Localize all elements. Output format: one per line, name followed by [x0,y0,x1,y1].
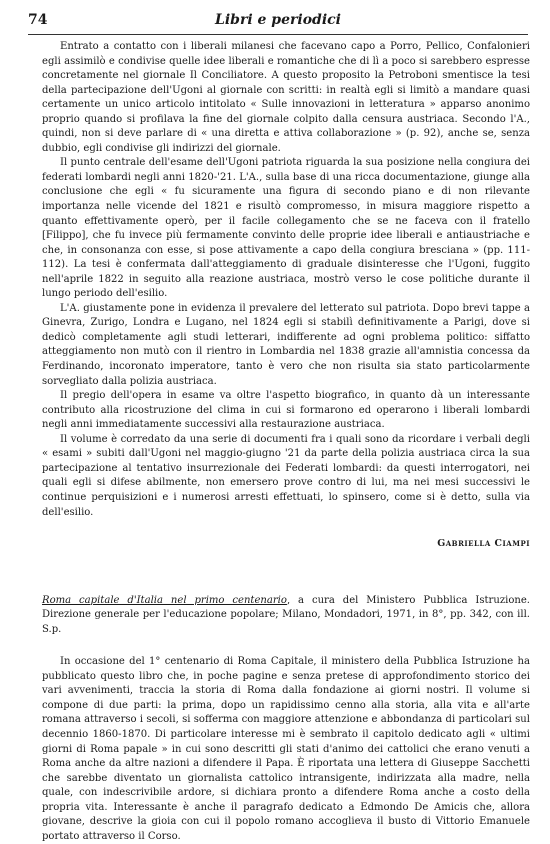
review2-book-title: Roma capitale d'Italia nel primo centenario [42,594,287,606]
review1-signature: Gabriella Ciampi [437,538,530,550]
running-head [28,12,528,35]
review2-paragraph: In occasione del 1° centenario di Roma Capitale, il ministero della Pubblica Istruzione ha pubblicato questo libro che, in poche pagine e senza pretese di approfondimento storico dei vari avvenimenti, traccia la storia di Roma dalla fondazione ai giorni nostri. Il volume si compone di due parti: la prima, dopo un rapidissimo cenno alla storia, alla vita e all'arte romana attraverso i secoli, si sofferma con maggiore attenzione e abbondanza di particolari sul decennio 1860-1870. Di particolare interesse mi è sembrato il capitolo dedicato agli « ultimi giorni di Roma papale » in cui sono descritti gli stati d'animo dei cattolici che erano venuti a Roma anche da altre nazioni a difendere il Papa. È riportata una lettera di Giuseppe Sacchetti che sarebbe diventato un giornalista cattolico intransigente, indirizzata alla madre, nella quale, con indescrivibile ardore, si dichiara pronto a difendere Roma anche a costo della propria vita. Interessante è anche il paragrafo dedicato a Edmondo De Amicis che, allora giovane, descrive la gioia con cui il popolo romano accoglieva il busto di Vittorio Emanuele portato attraverso il Corso. [42,656,530,842]
review1-paragraph: Il pregio dell'opera in esame va oltre l'aspetto biografico, in quanto dà un interessante contributo alla ricostruzione del clima in cui si formarono ed operarono i liberali lombardi negli anni immediatamente successivi alla restaurazione austriaca. [42,390,530,431]
review1-paragraph: Il volume è corredato da una serie di documenti fra i quali sono da ricordare i verbali degli « esami » subiti dall'Ugoni nel maggio-giugno '21 da parte della polizia austriaca circa la sua partecipazione al tentativo insurrezionale dei Federati lombardi: da questi interrogatori, nei quali egli si difese abilmente, non emersero prove contro di lui, ma nei mesi successivi le continue perquisizioni e i numerosi arresti effettuati, lo spinsero, come si è detto, sulla via dell'esilio. [42,433,530,518]
review1-paragraph: Entrato a contatto con i liberali milanesi che facevano capo a Porro, Pellico, Confalonieri egli assimilò e condivise quelle idee liberali e romantiche che di lì a poco si sarebbero espresse concretamente nel giornale Il Conciliatore. A questo proposito la Petroboni smentisce la tesi della partecipazione dell'Ugoni al giornale con scritti: in realtà egli si limitò a mandare quasi certamente un unico articolo intitolato « Sulle innovazioni in letteratura » apparso anonimo proprio quando si profilava la fine del giornale colpito dalla censura austriaca. Secondo l'A., quindi, non si deve parlare di « una diretta e attiva collaborazione » (p. 92), anche se, senza dubbio, egli condivise gli indirizzi del giornale. [42,41,530,154]
page-number: 74 [28,12,48,28]
page-body [42,40,530,844]
review1-paragraph: Il punto centrale dell'esame dell'Ugoni patriota riguarda la sua posizione nella congiura dei federati lombardi negli anni 1820-'21. L'A., sulla base di una ricca documentazione, giunge alla conclusione che egli « fu sicuramente una figura di secondo piano e di non rilevante importanza nelle vicende del 1821 e risultò compromesso, in misura maggiore rispetto a quanto effettivamente operò, per il facile collegamento che se ne faceva con il fratello [Filippo], che fu invece più fermamente convinto delle proprie idee liberali e antiaustriache e che, in consonanza con esse, si pose attivamente a capo della congiura bresciana » (pp. 111-112). La tesi è confermata dall'atteggiamento di graduale disinteresse che l'Ugoni, fuggito nell'aprile 1822 in seguito alla reazione austriaca, mostrò verso le cose politiche durante il lungo periodo dell'esilio. [42,157,530,300]
review2-header [42,594,530,638]
review1-paragraph: L'A. giustamente pone in evidenza il prevalere del letterato sul patriota. Dopo brevi tappe a Ginevra, Zurigo, Londra e Lugano, nel 1824 egli si stabilì definitivamente a Parigi, dove si dedicò completamente agli studi letterari, indifferente ad ogni problema politico: siffatto atteggiamento non mutò con il rientro in Lombardia nel 1838 grazie all'amnistia concessa da Ferdinando, incoronato imperatore, tanto è vero che non risulta sia stato particolarmente sorvegliato dalla polizia austriaca. [42,302,530,387]
review2-book-details: , a cura del Ministero Pubblica Istruzione. Direzione generale per l'educazione popolare; Milano, Mondadori, 1971, in 8°, pp. 342, con ill. S.p. [42,594,530,635]
running-title: Libri e periodici [215,12,341,28]
